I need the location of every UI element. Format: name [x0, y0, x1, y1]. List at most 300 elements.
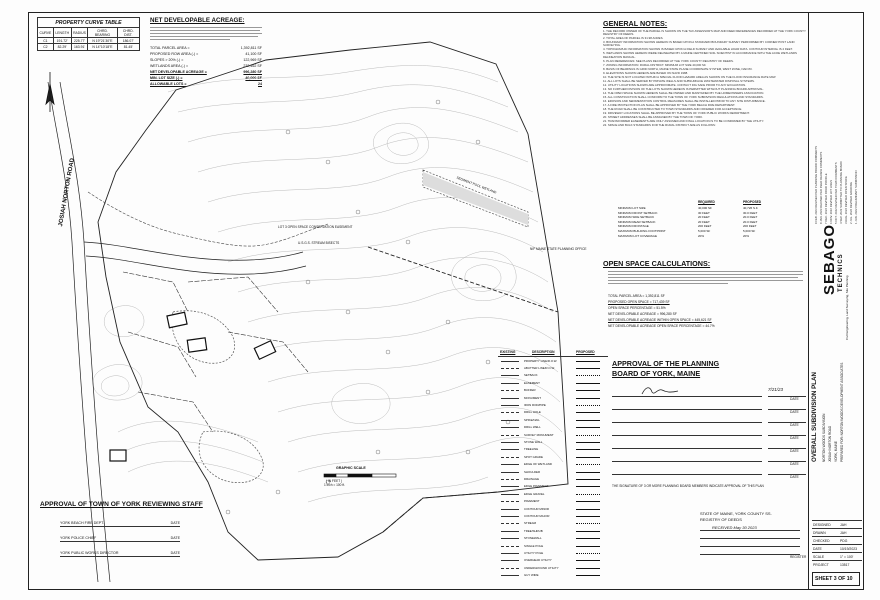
curve-table-cell: 81.45' — [117, 44, 139, 50]
general-note-item: 6. PLAN REFERENCES: SEE PLANS RECORDED AT THE YORK COUNTY REGISTRY OF DEEDS. — [603, 58, 734, 63]
signature-line — [612, 422, 762, 423]
legend-description: SPOT GRADE — [524, 454, 543, 459]
legend-description: SETBACK — [524, 373, 538, 378]
legend-description: GUY WIRE — [524, 573, 539, 578]
date-line — [768, 396, 806, 397]
general-note-item: 17. A FIRE PROTECTION PLAN SHALL BE APPROVED BY THE YORK BEACH FIRE DEPARTMENT. — [603, 102, 736, 107]
house-footprints — [110, 312, 276, 461]
general-note-item: 10. THE SITE IS NOT LOCATED WITHIN A SPECIAL FLOOD HAZARD AREA AS SHOWN ON THE FLOOD INSURANCE RATE MAP. — [603, 74, 777, 79]
legend-description: STONEWALL — [524, 536, 542, 541]
legend-existing-symbol — [501, 531, 519, 532]
curve-table-header: CHRD. BEARING — [88, 28, 117, 38]
legend-existing-symbol — [501, 575, 519, 576]
staff-approval-date: DATE — [170, 536, 180, 540]
title-block-fields — [812, 520, 862, 568]
legend-row — [498, 476, 608, 481]
legend-existing-symbol — [501, 383, 519, 384]
bulk-table-cell: 200 FEET — [743, 224, 757, 229]
signature-line — [612, 396, 762, 397]
legend-proposed-symbol — [576, 435, 600, 436]
staff-approval-row — [60, 545, 180, 557]
legend-proposed-symbol — [576, 457, 600, 458]
legend-proposed-symbol — [576, 523, 600, 524]
legend-row — [498, 536, 608, 541]
legend-existing-symbol — [501, 449, 519, 450]
planning-board-date-label: DATE — [790, 449, 799, 453]
legend-proposed-symbol — [576, 568, 600, 569]
planning-board-date-label: DATE — [790, 410, 799, 414]
staff-approval-label: YORK POLICE CHIEF — [60, 536, 97, 540]
legend-row — [498, 425, 608, 430]
curve-table-cell: 186.07' — [117, 38, 139, 44]
legend-description: UNDERGROUND UTILITY — [524, 565, 559, 570]
legend-proposed-symbol — [576, 427, 600, 428]
net-developable-label: ALLOWABLE LOTS = — [150, 82, 187, 86]
legend-row — [498, 565, 608, 570]
legend-existing-symbol — [501, 435, 519, 436]
open-space-row: OPEN SPACE PERCENTAGE = 51.5% — [608, 306, 666, 310]
legend-description: DRILL WELL — [524, 425, 541, 430]
legend-row — [498, 499, 608, 504]
revision-entry: 3 AUG. 2022 REVISED OPEN SPACE — [844, 176, 848, 224]
bulk-table-cell: MINIMUM REAR SETBACK — [618, 219, 656, 224]
planning-board-signature-row — [612, 399, 807, 412]
registry-register-label: REGISTER — [790, 555, 807, 559]
legend-existing-symbol — [501, 486, 519, 487]
sheet-number: SHEET 3 OF 10 — [815, 576, 853, 582]
general-notes-title: GENERAL NOTES: — [603, 19, 668, 28]
title-block-field-label: PROJECT — [813, 563, 829, 567]
legend-existing-symbol — [501, 398, 519, 399]
registry-received: RECEIVED May 30 2023 — [712, 525, 757, 530]
planning-board-signature-lines — [612, 386, 807, 477]
general-note-item: 16. EROSION AND SEDIMENTATION CONTROL MEASURES SHALL BE INSTALLED PRIOR TO ANY SITE DISTURBANCE. — [603, 98, 766, 103]
general-note-item: 20. STREET ADDRESSES SHALL BE ASSIGNED BY THE TOWN OF YORK. — [603, 114, 703, 119]
legend-proposed-symbol — [576, 412, 600, 413]
open-space-row: NET DEVELOPABLE ACREAGE = 996,280 SF — [608, 312, 677, 316]
staff-approval-row — [60, 530, 180, 542]
legend-description: DRAINAGE — [524, 476, 540, 481]
revision-entry: 2 JUL. 2022 REVISED GRADING — [849, 182, 853, 224]
contour-lines — [93, 65, 563, 502]
graphic-scale-unit: ( IN FEET ) — [326, 479, 343, 483]
planning-board-date-label: DATE — [790, 436, 799, 440]
curve-table-header: LENGTH — [53, 28, 71, 38]
bulk-table-cell: 5,000 SF — [743, 228, 756, 233]
staff-approval-title: APPROVAL OF TOWN OF YORK REVIEWING STAFF — [40, 501, 203, 508]
legend-description: CONTOUR MAJOR — [524, 513, 550, 518]
legend-proposed-symbol — [576, 494, 600, 495]
bulk-table-cell: 200 FEET — [698, 224, 712, 229]
planning-board-signature-row — [612, 464, 807, 477]
net-developable-label: TOTAL PARCEL AREA = — [150, 46, 190, 50]
staff-approval-rows — [60, 515, 180, 560]
date-line — [768, 435, 806, 436]
revision-entry: 4 SEP. 2022 SUBMITTED TO PLANNING BOARD — [839, 161, 843, 224]
open-space-row: NET DEVELOPABLE ACREAGE WITHIN OPEN SPACE = 445,621 SF — [608, 318, 712, 322]
bulk-table-cell: MAXIMUM LOT COVERAGE — [618, 233, 657, 238]
company-logo: SEBAGO — [821, 223, 838, 295]
company-logo-sub: TECHNICS — [838, 253, 844, 292]
legend-description: PROPERTY LINE/R.O.W. — [524, 358, 558, 363]
legend-proposed-symbol — [576, 553, 600, 554]
net-developable-label: NET DEVELOPABLE ACREAGE = — [150, 70, 207, 74]
legend-description: SURVEY MONUMENT — [524, 432, 554, 437]
open-space-label: LOT 3 OPEN SPACE CONSERVATION EASEMENT — [278, 225, 353, 229]
curve-table-cell: 82.29' — [53, 44, 71, 50]
legend-existing-symbol — [501, 442, 519, 443]
staff-approval-label: YORK PUBLIC WORKS DIRECTOR — [60, 551, 119, 555]
legend-description: SINGLE POLE — [524, 543, 544, 548]
legend-description: DRILL HOLE — [524, 410, 541, 415]
wetland-label: SEDIMENT POOL WETLAND — [455, 175, 498, 195]
legend-row — [498, 506, 608, 511]
legend-row — [498, 528, 608, 533]
legend-description: CONTOUR MINOR — [524, 506, 549, 511]
net-developable-label: SLOPES > 20% (-) = — [150, 58, 184, 62]
legend-existing-symbol — [501, 368, 519, 369]
legend-existing-symbol — [501, 479, 519, 480]
general-note-item: 3. BOUNDARY INFORMATION SHOWN HEREON IS BASED UPON A STANDARD BOUNDARY SURVEY PERFORMED BY CORNER POST LAND SURVEYING. — [603, 40, 795, 48]
planning-board-signature — [640, 384, 680, 398]
project-line: YORK, MAINE — [834, 441, 838, 462]
registry-line-2: REGISTRY OF DEEDS — [700, 517, 742, 522]
net-developable-title: NET DEVELOPABLE ACREAGE: — [150, 17, 245, 24]
legend-description: UTILITY POLE — [524, 550, 544, 555]
legend-row — [498, 543, 608, 548]
legend-row — [498, 373, 608, 378]
road-name-label: JOSIAH NORTON ROAD — [58, 157, 76, 228]
signature-line — [612, 409, 762, 410]
legend-existing-symbol — [501, 568, 519, 569]
legend-proposed-symbol — [576, 420, 600, 421]
net-developable-label: PROPOSED ROW AREA (-) = — [150, 52, 199, 56]
legend-existing-symbol — [501, 412, 519, 413]
general-note-item: 8. BASIS OF BEARINGS IS GRID NORTH, MAINE STATE PLANE COORDINATE SYSTEM, WEST ZONE, NAD 83. — [603, 66, 753, 71]
legend-description: TREE/SHRUB — [524, 528, 543, 533]
legend-proposed-symbol — [576, 398, 600, 399]
bulk-table-cell: 30 FEET — [698, 210, 710, 215]
project-line: NORTON WOODS SUBDIVISION — [822, 413, 826, 462]
curve-table-header: CURVE — [38, 28, 54, 38]
net-developable-value: 122,969 SF — [243, 58, 262, 62]
revision-block — [812, 16, 860, 226]
curve-table-title: PROPERTY CURVE TABLE — [37, 17, 140, 27]
legend-row — [498, 395, 608, 400]
date-line — [768, 422, 806, 423]
net-developable-value: 24 — [258, 82, 262, 86]
signature-line — [612, 474, 762, 475]
legend-proposed-symbol — [576, 509, 600, 510]
legend-proposed-symbol — [576, 449, 600, 450]
legend-header: EXISTING — [500, 350, 516, 354]
curve-table-cell: C2 — [38, 44, 54, 50]
open-space-row: PROPOSED OPEN SPACE = 717,439 SF — [608, 300, 670, 304]
legend-row — [498, 573, 608, 578]
title-block-field-value: JAH — [840, 523, 847, 527]
legend-description: EDGE OF WETLAND — [524, 462, 552, 467]
legend-description: ABUTTER LINE/R.O.W. — [524, 365, 555, 370]
legend-row — [498, 365, 608, 370]
planning-board-signature-row — [612, 451, 807, 464]
legend-proposed-symbol — [576, 405, 600, 406]
graphic-scale-label: GRAPHIC SCALE — [336, 466, 366, 470]
legend-proposed-symbol — [576, 361, 600, 362]
signature-line — [612, 448, 762, 449]
signature-line — [612, 435, 762, 436]
revision-entry: 9 FEB. 2023 REVISED PER PLANNING BOARD COMMENTS — [814, 145, 818, 224]
planning-board-signature-row — [612, 425, 807, 438]
legend-existing-symbol — [501, 501, 519, 502]
bulk-table-cell: MINIMUM SIDE SETBACK — [618, 215, 655, 220]
curve-table-cell: N 14°10'18"E — [88, 44, 117, 50]
net-developable-value: 1,392,811 SF — [240, 46, 262, 50]
curve-table-cell: 225.77' — [71, 38, 88, 44]
open-space-row: TOTAL PARCEL AREA = 1,392,811 SF — [608, 294, 665, 298]
legend-row — [498, 558, 608, 563]
project-line: PREPARED FOR: NORTON WOODS DEVELOPMENT ASSOCIATES — [840, 362, 844, 462]
general-note-item: 2. TOTAL AREA OF PARCEL IS 31.98 ACRES. — [603, 36, 664, 41]
title-block-field-label: DATE — [813, 547, 822, 551]
legend-existing-symbol — [501, 494, 519, 495]
legend-proposed-symbol — [576, 464, 600, 465]
title-block-field-value: PDG — [840, 539, 848, 543]
general-note-item: 21. TRANSFORMER EASEMENTS ARE ONLY ASSUMED AND FINAL LOCATION IS TO BE CONFIRMED BY THE UTILITY. — [603, 118, 764, 123]
legend-proposed-symbol — [576, 375, 600, 376]
bulk-table-cell: 20% — [743, 233, 750, 238]
planning-board-date-label: DATE — [790, 475, 799, 479]
general-note-item: 15. ALL CONSTRUCTION SHALL CONFORM TO THE TOWN OF YORK SUBDIVISION REGULATIONS AND STANDARDS. — [603, 94, 764, 99]
general-note-item: 19. DRIVEWAY LOCATIONS SHALL BE APPROVED BY THE TOWN OF YORK PUBLIC WORKS DEPARTMENT. — [603, 110, 750, 115]
legend-row — [498, 469, 608, 474]
bulk-table-cell: MAXIMUM BUILDING FOOTPRINT — [618, 228, 666, 233]
legend-description: EDGE PAVEMENT — [524, 484, 549, 489]
legend-existing-symbol — [501, 560, 519, 561]
general-note-item: 4. TOPOGRAPHIC INFORMATION SHOWN IS BASED UPON A FIELD SURVEY AND AVAILABLE LIDAR DATA. CONTOUR INTERVAL IS 2 FEET. — [603, 47, 793, 52]
legend-proposed-symbol — [576, 546, 600, 547]
legend-proposed-symbol — [576, 368, 600, 369]
bulk-table-cell: 5,000 SF — [698, 228, 711, 233]
curve-table-header: CHRD. DIST. — [117, 28, 139, 38]
curve-table-cell: 191.72' — [53, 38, 71, 44]
north-arrow-icon — [46, 72, 54, 112]
title-block-field-value: 10/19/2023 — [840, 547, 857, 551]
bulk-table-cell: MINIMUM LOT SIZE — [618, 206, 646, 210]
legend-existing-symbol — [501, 390, 519, 391]
legend-row — [498, 358, 608, 363]
general-note-item: 14. THE OPEN SPACE SHOWN HEREON SHALL BE OWNED AND MAINTAINED BY THE HOMEOWNERS ASSOCIATION. — [603, 90, 765, 95]
legend-row — [498, 410, 608, 415]
date-line — [768, 448, 806, 449]
bulk-table-cell: 20% — [698, 233, 705, 238]
planning-board-date-label: DATE — [790, 397, 799, 401]
planning-board-signature-row — [612, 438, 807, 451]
wetland-hatch — [423, 172, 528, 225]
legend-row — [498, 484, 608, 489]
legend-description: STREAM — [524, 521, 537, 526]
legend-existing-symbol — [501, 420, 519, 421]
graphic-scale-ratio: 1 inch = 100 ft. — [324, 483, 345, 487]
legend — [498, 350, 608, 585]
legend-row — [498, 550, 608, 555]
general-note-item: 11. ALL LOTS SHALL BE SERVED BY PRIVATE WELLS AND SUBSURFACE WASTEWATER DISPOSAL SYSTEMS. — [603, 78, 755, 83]
title-block-field-value: 1" = 100' — [840, 555, 854, 559]
legend-description: IRON ROD/PIPE — [524, 402, 546, 407]
plan-title: OVERALL SUBDIVISION PLAN — [811, 372, 818, 462]
legend-description: STONE WALL — [524, 439, 543, 444]
company-tagline: Civil Engineering, Land Surveying, Site Planning — [845, 275, 849, 340]
legend-row — [498, 402, 608, 407]
bulk-table-cell: 40,000 SF — [698, 206, 712, 210]
registry-line-1: STATE OF MAINE, YORK COUNTY SS. — [700, 511, 772, 516]
title-block-field-value: JAH — [840, 531, 847, 535]
project-line: JOSIAH NORTON ROAD — [828, 425, 832, 462]
legend-description: PAVEMENT — [524, 499, 540, 504]
legend-existing-symbol — [501, 457, 519, 458]
staff-approval-date: DATE — [170, 521, 180, 525]
title-block-field-label: DRAWN — [813, 531, 826, 535]
planning-board-date-label: DATE — [790, 462, 799, 466]
bulk-table-cell: 40,726 S.F. — [743, 206, 759, 210]
legend-description: MONUMENT — [524, 395, 542, 400]
legend-row — [498, 513, 608, 518]
curve-table-cell: N 19°21'30"E — [88, 38, 117, 44]
legend-proposed-symbol — [576, 472, 600, 473]
revision-entry: 8 JAN. 2023 REVISED PER PEER REVIEW COMMENTS — [819, 151, 823, 224]
net-developable-value: 232,462 SF — [243, 64, 262, 68]
legend-proposed-symbol — [576, 486, 600, 487]
legend-row — [498, 447, 608, 452]
legend-existing-symbol — [501, 464, 519, 465]
legend-existing-symbol — [501, 405, 519, 406]
legend-existing-symbol — [501, 361, 519, 362]
legend-row — [498, 380, 608, 385]
title-block-field-label: DESIGNED — [813, 523, 831, 527]
legend-header: DESCRIPTION — [532, 350, 555, 354]
general-note-item: 7. ZONING INFORMATION: RURAL DISTRICT. MINIMUM LOT SIZE 40,000 SF. — [603, 62, 707, 67]
legend-description: BUFFER — [524, 388, 536, 393]
date-line — [768, 474, 806, 475]
legend-description: EDGE GRAVEL — [524, 491, 545, 496]
legend-proposed-symbol — [576, 479, 600, 480]
bulk-table-cell: 20 FEET — [698, 219, 710, 224]
legend-proposed-symbol — [576, 516, 600, 517]
legend-proposed-symbol — [576, 442, 600, 443]
legend-description: EASEMENT — [524, 380, 540, 385]
date-line — [768, 461, 806, 462]
tree-symbols — [226, 100, 510, 514]
revision-entry: 6 NOV. 2022 REVISED LOT LINES — [829, 180, 833, 224]
date-line — [768, 409, 806, 410]
legend-description: TREELINE — [524, 447, 539, 452]
planning-approval-title-1: APPROVAL OF THE PLANNING — [612, 359, 720, 368]
open-space-rows — [608, 294, 808, 330]
title-block-field-value: 13517 — [840, 563, 850, 567]
bulk-table-cell: 20.0 FEET — [743, 219, 758, 224]
bulk-table-cell: 30.0 FEET — [743, 210, 758, 215]
legend-header: PROPOSED — [576, 350, 595, 354]
stream-label: U.S.G.S. STREAM BISECTS — [298, 241, 340, 245]
abutter-label: N/F MAINE STATE PLANNING OFFICE — [530, 247, 587, 251]
general-note-item: 18. THE ROAD SHALL BE CONSTRUCTED TO TOWN STANDARDS AND OFFERED FOR ACCEPTANCE. — [603, 106, 743, 111]
legend-row — [498, 454, 608, 459]
staff-approval-label: YORK BEACH FIRE DEPT. — [60, 521, 104, 525]
staff-approval-row — [60, 515, 180, 527]
staff-approval-date: DATE — [170, 551, 180, 555]
legend-row — [498, 417, 608, 422]
net-developable-label: MIN. LOT SIZE (-) = — [150, 76, 183, 80]
legend-row — [498, 491, 608, 496]
legend-proposed-symbol — [576, 531, 600, 532]
bulk-table-cell: MINIMUM FRONTAGE — [618, 224, 649, 229]
legend-existing-symbol — [501, 375, 519, 376]
bulk-table-cell: 20.0 FEET — [743, 215, 758, 220]
planning-approval-title-2: BOARD OF YORK, MAINE — [612, 369, 701, 378]
bulk-table-row — [618, 234, 778, 239]
curve-table-cell: 163.91' — [71, 44, 88, 50]
legend-row — [498, 462, 608, 467]
open-space-row: NET DEVELOPABLE ACREAGE OPEN SPACE PERCENTAGE = 44.7% — [608, 324, 715, 328]
general-note-item: 5. WETLANDS SHOWN HEREON WERE DELINEATED BY A MAINE CERTIFIED SOIL SCIENTIST IN ACCORDANCE WITH THE ACOE WETLANDS DELINEATION MANUAL. — [603, 51, 797, 59]
revision-entry: 5 OCT. 2022 REVISED PER TOWN COMMENTS — [834, 162, 838, 224]
general-note-item: 12. UTILITY LOCATIONS SHOWN ARE APPROXIMATE. CONTACT DIG SAFE PRIOR TO ANY EXCAVATION. — [603, 82, 747, 87]
legend-description: OVERHEAD UTILITY — [524, 558, 552, 563]
legend-existing-symbol — [501, 427, 519, 428]
legend-existing-symbol — [501, 523, 519, 524]
planning-board-date-label: DATE — [790, 423, 799, 427]
planning-board-note: THE SIGNATURE OF 3 OR MORE PLANNING BOARD MEMBERS INDICATE APPROVAL OF THIS PLAN — [612, 484, 764, 488]
legend-existing-symbol — [501, 516, 519, 517]
curve-table-cell: C1 — [38, 38, 54, 44]
legend-existing-symbol — [501, 472, 519, 473]
net-developable-value: 41,100 SF — [245, 52, 262, 56]
net-developable-label: WETLANDS AREA (-) = — [150, 64, 189, 68]
open-space-title: OPEN SPACE CALCULATIONS: — [603, 259, 711, 268]
title-block-field — [812, 560, 862, 569]
legend-proposed-symbol — [576, 575, 600, 576]
legend-proposed-symbol — [576, 501, 600, 502]
general-note-item: 13. NO FURTHER DIVISION OF THE LOTS SHOWN HEREON IS PERMITTED WITHOUT PLANNING BOARD APPROVAL. — [603, 86, 764, 91]
legend-existing-symbol — [501, 546, 519, 547]
legend-proposed-symbol — [576, 538, 600, 539]
revision-entry: 1 JUN. 2022 PRELIMINARY SUBMISSION — [854, 170, 858, 224]
net-developable-value: 996,280 SF — [243, 70, 262, 74]
wetland-boundary — [172, 170, 528, 483]
bulk-table-header: REQUIRED — [698, 200, 715, 204]
legend-row — [498, 388, 608, 393]
planning-board-signed-date: 7/21/23 — [768, 387, 784, 392]
legend-row — [498, 432, 608, 437]
general-note-item: 22. SPACE AND BULK STANDARDS FOR THE RURAL DISTRICT ARE AS FOLLOWS: — [603, 122, 716, 127]
bulk-table-cell: 20 FEET — [698, 215, 710, 220]
bulk-standards-table — [618, 200, 778, 238]
general-notes-list — [603, 30, 808, 128]
legend-existing-symbol — [501, 509, 519, 510]
lot-lines — [123, 272, 308, 432]
legend-row — [498, 521, 608, 526]
general-note-item: 1. THE RECORD OWNER OF THE PARCEL IS SHOWN ON THE TAX ASSESSOR'S MAP AND DEED REFERENCES RECORDED AT THE YORK COUNTY REGISTRY OF DEEDS. — [603, 29, 806, 37]
legend-existing-symbol — [501, 538, 519, 539]
net-developable-value: 40,000 SF — [245, 76, 262, 80]
planning-board-signature-row — [612, 412, 807, 425]
signature-line — [612, 461, 762, 462]
bulk-table-cell: MINIMUM FRONT SETBACK — [618, 210, 658, 215]
revision-entry: 7 DEC. 2022 REVISED ROAD PROFILE — [824, 173, 828, 224]
legend-existing-symbol — [501, 553, 519, 554]
legend-row — [498, 439, 608, 444]
legend-proposed-symbol — [576, 560, 600, 561]
graphic-scale-bar — [324, 474, 396, 477]
